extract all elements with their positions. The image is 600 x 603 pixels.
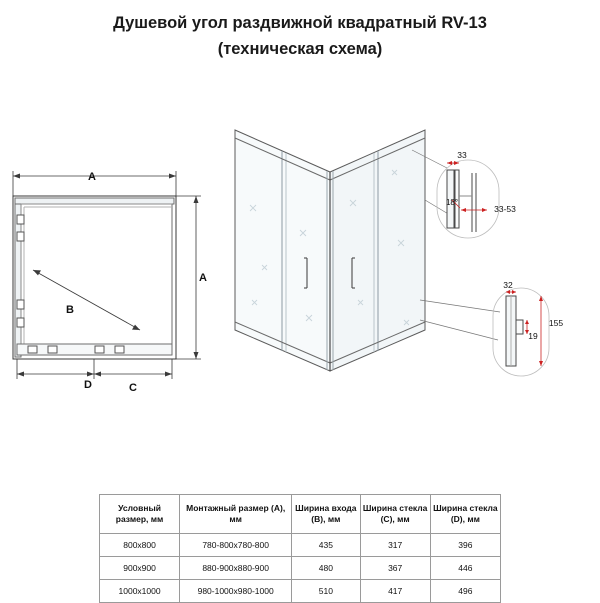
table-header-cell: Ширина входа (B), мм (292, 495, 360, 534)
table-cell: 900х900 (100, 557, 180, 580)
table-cell: 446 (430, 557, 500, 580)
plan-label-b: B (66, 304, 74, 316)
plan-label-a-top: A (88, 171, 96, 183)
detail-top-value-angle: 18° (445, 198, 459, 207)
table-header-cell: Ширина стекла (D), мм (430, 495, 500, 534)
plan-label-d: D (84, 379, 92, 391)
table-header-cell: Ширина стекла (C), мм (360, 495, 430, 534)
table-cell: 1000х1000 (100, 580, 180, 603)
table-cell: 980-1000х980-1000 (180, 580, 292, 603)
page-title-line1: Душевой угол раздвижной квадратный RV-13 (113, 14, 487, 32)
page-title-line2: (техническая схема) (217, 40, 383, 58)
table-header-cell: Монтажный размер (A), мм (180, 495, 292, 534)
table-header-cell: Условный размер, мм (100, 495, 180, 534)
isometric-view (235, 130, 425, 371)
table-cell: 480 (292, 557, 360, 580)
detail-bottom-value-19: 19 (528, 331, 538, 341)
plan-label-a-right: A (199, 272, 207, 284)
detail-top-value-33: 33 (457, 150, 467, 160)
table-row (100, 580, 501, 603)
table-cell: 800х800 (100, 534, 180, 557)
specification-table (99, 494, 501, 603)
table-cell: 880-900х880-900 (180, 557, 292, 580)
table-cell: 780-800х780-800 (180, 534, 292, 557)
table-cell: 317 (360, 534, 430, 557)
table-row (100, 534, 501, 557)
table-cell: 417 (360, 580, 430, 603)
table-header-row (100, 495, 501, 534)
table-cell: 396 (430, 534, 500, 557)
plan-label-c: C (129, 382, 137, 394)
table-cell: 510 (292, 580, 360, 603)
table-row (100, 557, 501, 580)
detail-profile-bottom (493, 280, 563, 376)
detail-top-value-range: 33-53 (494, 204, 516, 214)
table-cell: 367 (360, 557, 430, 580)
plan-view (13, 171, 201, 379)
table-cell: 496 (430, 580, 500, 603)
detail-bottom-value-155: 155 (548, 318, 564, 328)
table-cell: 435 (292, 534, 360, 557)
detail-bottom-value-32: 32 (503, 280, 513, 290)
detail-profile-top (437, 150, 516, 238)
